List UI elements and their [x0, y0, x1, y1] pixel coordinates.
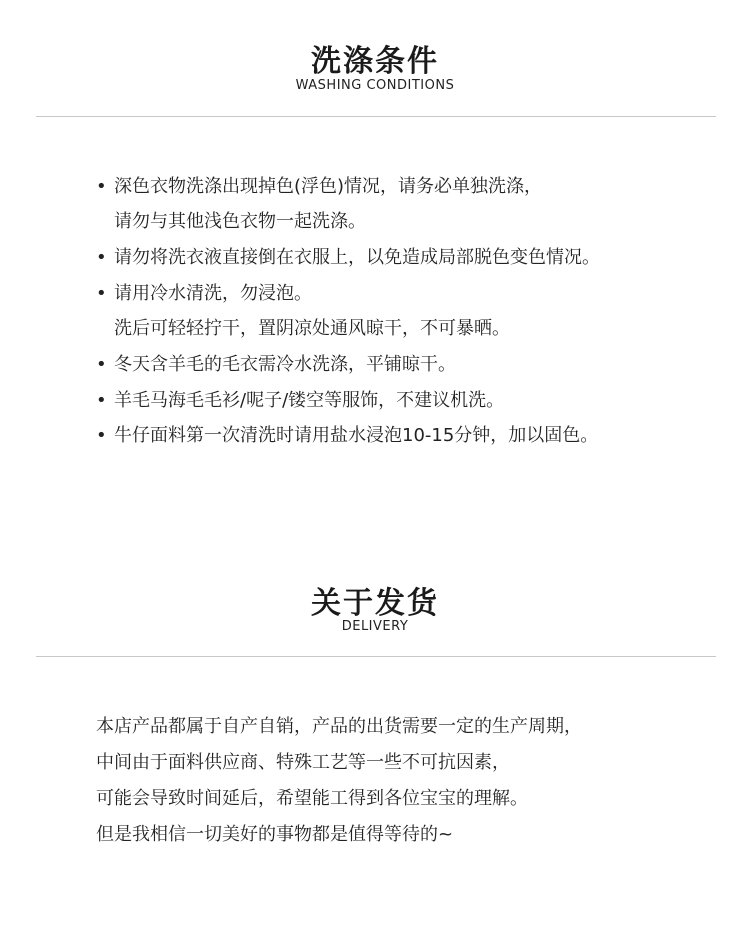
washing-item-2: 请勿将洗衣液直接倒在衣服上，以免造成局部脱色变色情况。	[114, 247, 600, 268]
delivery-paragraph-3: 可能会导致时间延后，希望能工得到各位宝宝的理解。	[96, 788, 528, 809]
bullet-icon: •	[96, 354, 107, 375]
washing-title: 洗涤条件	[311, 44, 439, 79]
bullet-icon: •	[96, 390, 107, 411]
delivery-paragraph-4: 但是我相信一切美好的事物都是值得等待的~	[96, 824, 454, 845]
washing-item-6: 牛仔面料第一次清洗时请用盐水浸泡10-15分钟，加以固色。	[114, 425, 599, 446]
bullet-icon: •	[96, 176, 107, 197]
delivery-subtitle: DELIVERY	[341, 619, 409, 634]
delivery-paragraph-2: 中间由于面料供应商、特殊工艺等一些不可抗因素，	[96, 752, 510, 773]
washing-item-5: 羊毛马海毛毛衫/呢子/镂空等服饰，不建议机洗。	[114, 390, 505, 411]
bullet-icon: •	[96, 425, 107, 446]
washing-item-3: 请用冷水清洗，勿浸泡。	[114, 283, 312, 304]
washing-item-3-continued: 洗后可轻轻拧干，置阴凉处通风晾干，不可暴晒。	[114, 318, 510, 339]
delivery-title: 关于发货	[311, 586, 439, 621]
washing-item-1-continued: 请勿与其他浅色衣物一起洗涤。	[114, 211, 366, 232]
washing-item-4: 冬天含羊毛的毛衣需冷水洗涤，平铺晾干。	[114, 354, 456, 375]
delivery-paragraph-1: 本店产品都属于自产自销，产品的出货需要一定的生产周期，	[96, 716, 582, 737]
delivery-divider	[36, 656, 716, 657]
washing-item-1: 深色衣物洗涤出现掉色(浮色)情况，请务必单独洗涤，	[114, 176, 543, 197]
bullet-icon: •	[96, 247, 107, 268]
washing-divider	[36, 116, 716, 117]
washing-subtitle: WASHING CONDITIONS	[295, 78, 455, 93]
bullet-icon: •	[96, 283, 107, 304]
